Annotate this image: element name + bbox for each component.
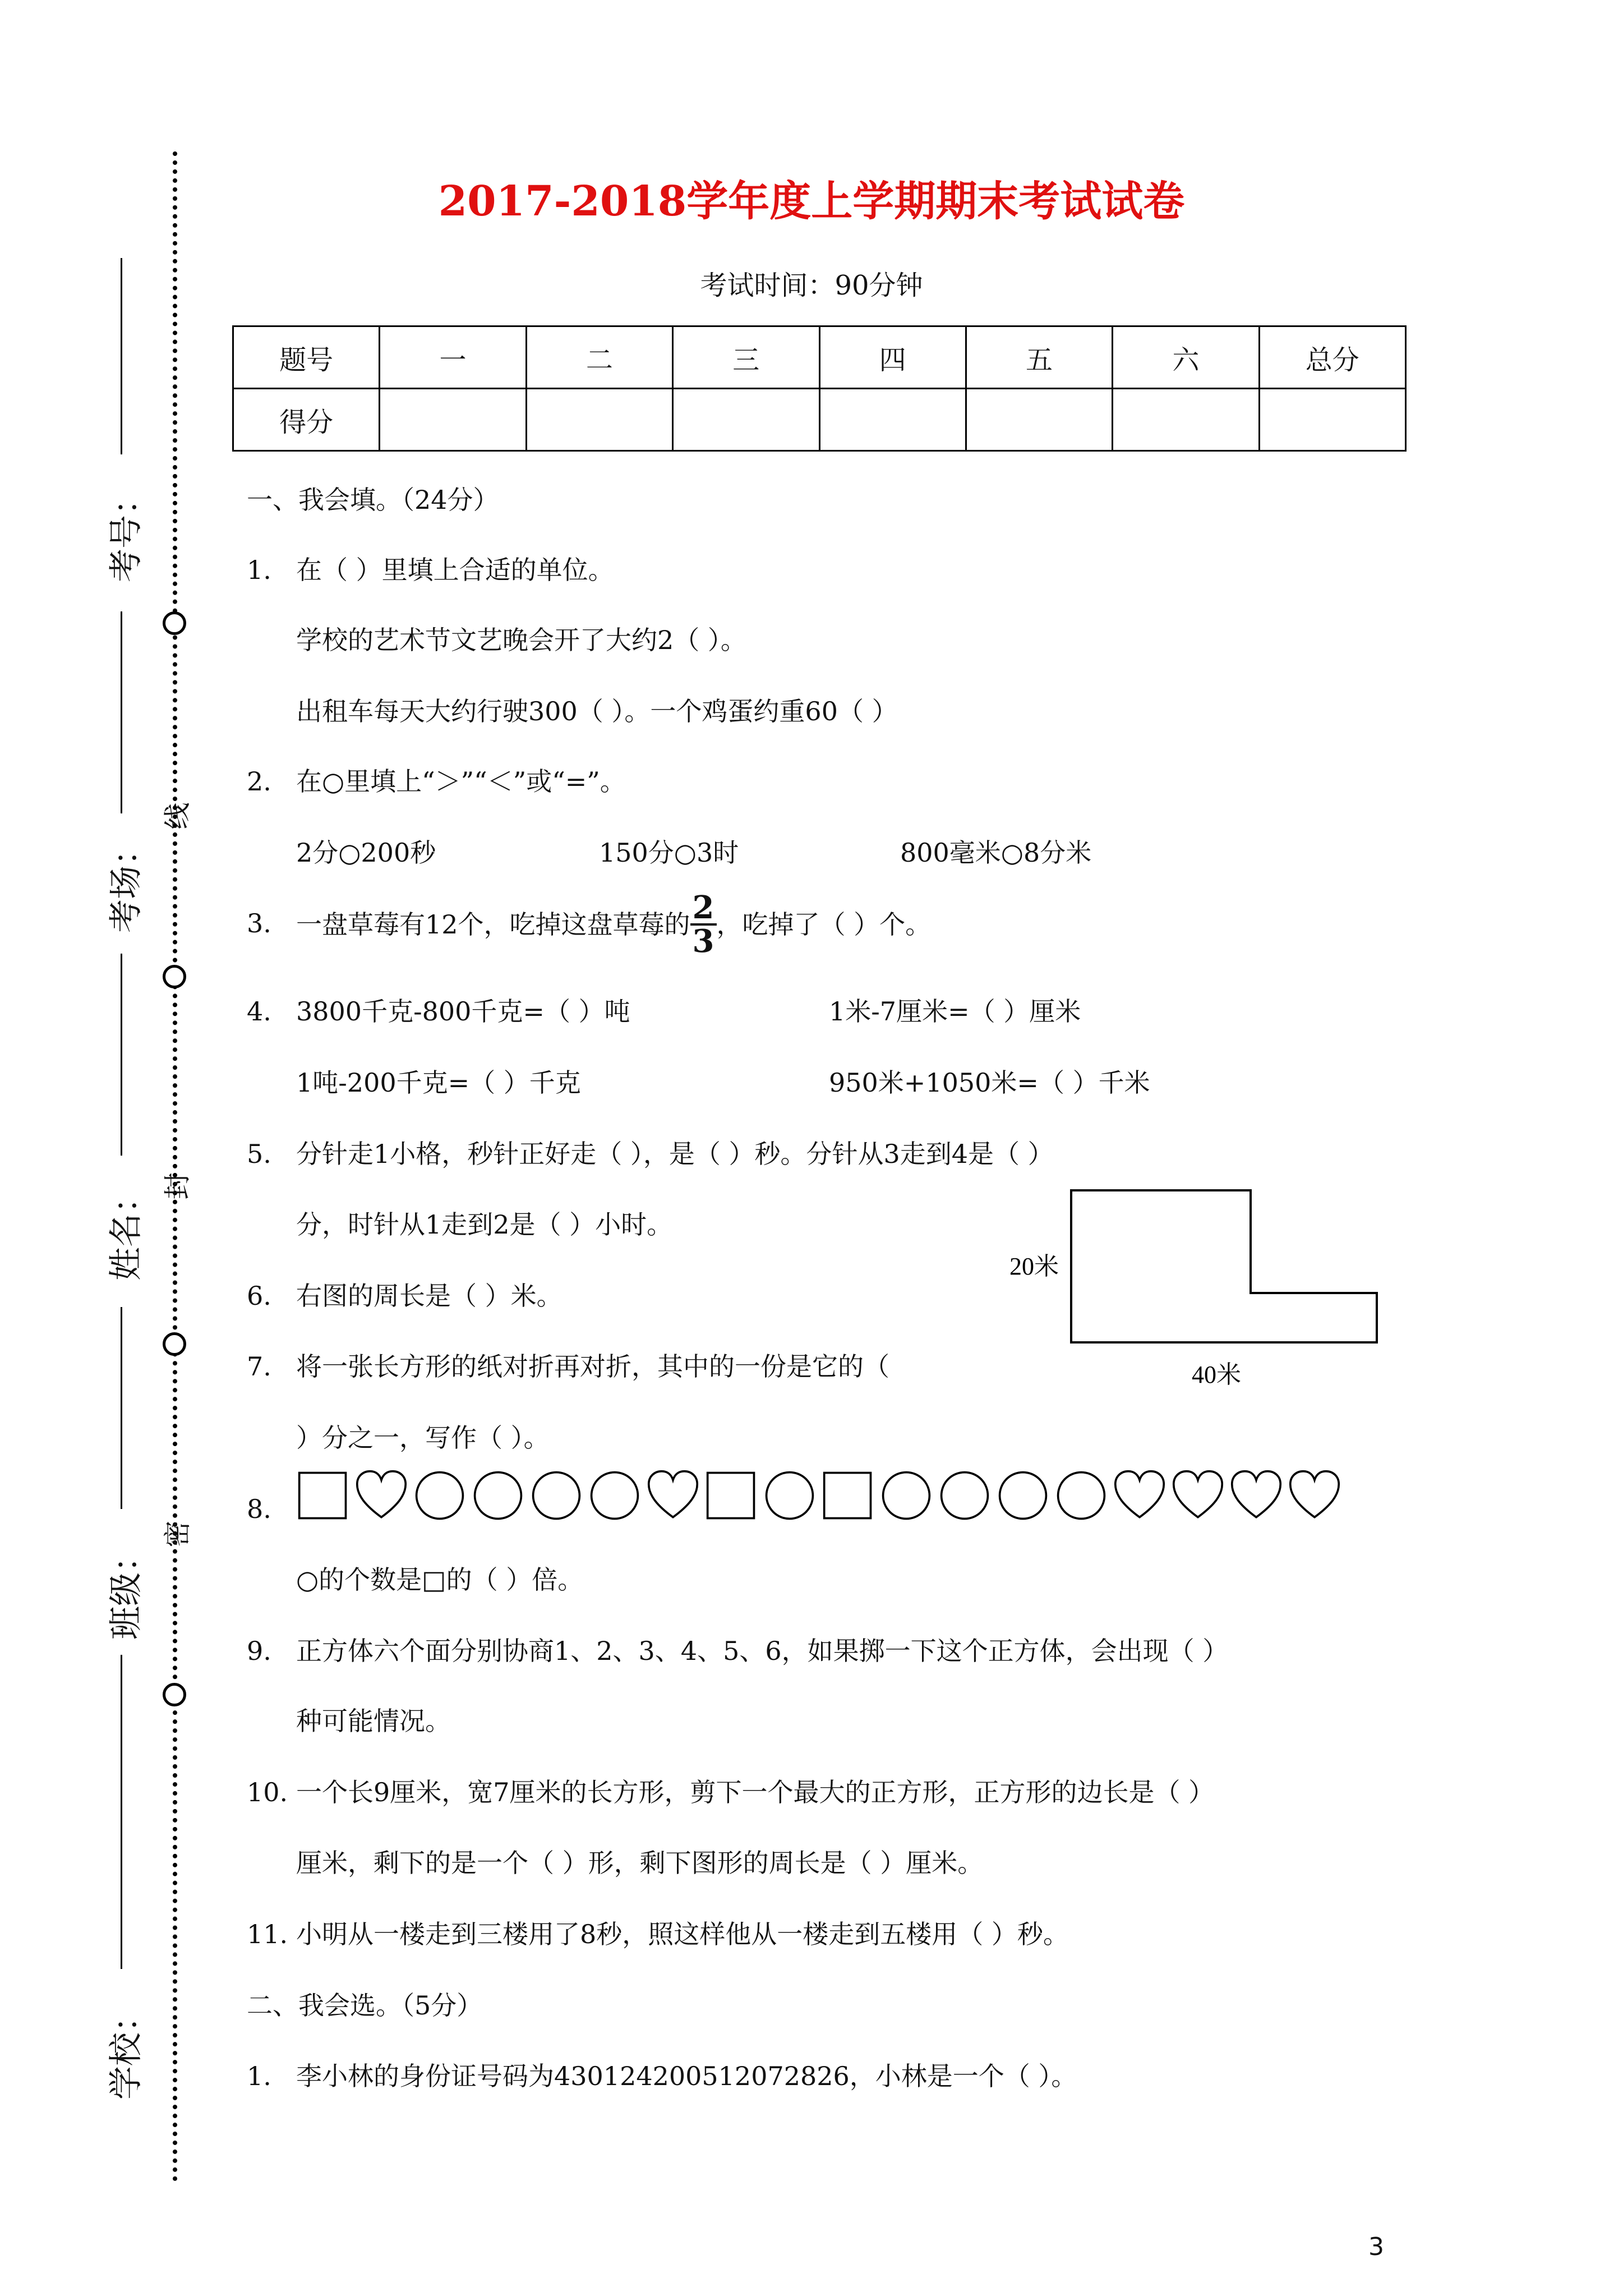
score-input-cell[interactable]: [673, 389, 819, 451]
q9-text: 正方体六个面分别协商1、2、3、4、5、6，如果掷一下这个正方体，会出现（ ）: [296, 1636, 1229, 1666]
score-table-cell: 三: [673, 326, 819, 389]
square-icon: [297, 1470, 349, 1521]
circle-icon: [414, 1470, 465, 1521]
page-number: 3: [1368, 2233, 1384, 2261]
name-field[interactable]: [121, 954, 122, 1156]
q11-text: 小明从一楼走到三楼用了8秒，照这样他从一楼走到五楼用（ ）秒。: [296, 1919, 1069, 1949]
score-table-cell: 题号: [233, 326, 380, 389]
binding-hole: [163, 1683, 186, 1706]
fraction-denominator: 3: [692, 923, 714, 960]
q2-item: 150分○3时: [599, 838, 739, 868]
q4-item: 950米+1050米=（ ）千米: [829, 1068, 1150, 1098]
score-table-header-row: [233, 326, 1406, 389]
square-icon: [822, 1470, 874, 1521]
q10-text: 一个长9厘米，宽7厘米的长方形，剪下一个最大的正方形，正方形的边长是（ ）: [296, 1777, 1215, 1807]
score-table: [232, 325, 1407, 452]
binding-hole: [163, 1332, 186, 1356]
seal-char-xian: 线: [162, 802, 193, 830]
heart-icon: [647, 1470, 699, 1521]
score-table-cell: 一: [380, 326, 526, 389]
q10-line-2: 厘米，剩下的是一个（ ）形，剩下图形的周长是（ ）厘米。: [296, 1848, 984, 1878]
circle-icon: [531, 1470, 582, 1521]
circle-icon: [997, 1470, 1049, 1521]
class-field[interactable]: [121, 1307, 122, 1509]
score-table-cell: 二: [526, 326, 672, 389]
binding-hole: [163, 611, 186, 635]
q2-text: 在○里填上“＞”“＜”或“=”。: [296, 766, 626, 797]
circle-icon: [764, 1470, 815, 1521]
l-shape-figure: [1004, 1184, 1408, 1391]
seal-char-mi: 密: [162, 1520, 193, 1548]
score-table-cell: 五: [966, 326, 1112, 389]
q8-line-2: ○的个数是□的（ ）倍。: [296, 1565, 584, 1595]
square-icon: [706, 1470, 757, 1521]
school-field[interactable]: [121, 1655, 122, 1969]
figure-height-label: 20米: [1009, 1253, 1059, 1280]
q8-number: 8.: [247, 1494, 271, 1524]
score-table-cell: 四: [819, 326, 966, 389]
label-exam-room: 考场：: [107, 832, 146, 933]
s2-q1-text: 李小林的身份证号码为430124200512072826，小林是一个（ ）。: [296, 2061, 1077, 2091]
circle-icon: [880, 1470, 932, 1521]
circle-icon: [472, 1470, 524, 1521]
score-input-cell[interactable]: [526, 389, 672, 451]
q6-number: 6.: [247, 1281, 271, 1311]
q9-number: 9.: [247, 1636, 271, 1666]
q5-line-2: 分，时针从1走到2是（ ）小时。: [296, 1209, 673, 1240]
score-input-cell[interactable]: [380, 389, 526, 451]
label-exam-number: 考号：: [107, 481, 146, 582]
heart-icon: [356, 1470, 407, 1521]
q9-line-2: 种可能情况。: [296, 1706, 451, 1736]
page-title: 2017-2018学年度上学期期末考试试卷: [438, 177, 1185, 226]
q6-text: 右图的周长是（ ）米。: [296, 1281, 562, 1311]
q2-item: 800毫米○8分米: [900, 838, 1092, 868]
q2-item: 2分○200秒: [296, 838, 436, 868]
q4-item: 3800千克-800千克=（ ）吨: [296, 996, 630, 1027]
heart-icon: [1230, 1470, 1282, 1521]
score-row-label: 得分: [233, 389, 380, 451]
q1-number: 1.: [247, 555, 271, 585]
score-table-cell: 六: [1113, 326, 1259, 389]
q7-line-2: ）分之一，写作（ ）。: [296, 1423, 550, 1453]
q3-text: [296, 889, 932, 960]
l-shape-outline: [1071, 1190, 1377, 1342]
label-class: 班级：: [107, 1539, 146, 1640]
score-input-cell[interactable]: [966, 389, 1112, 451]
q4-number: 4.: [247, 996, 271, 1027]
q1-text: 在（ ）里填上合适的单位。: [296, 555, 614, 585]
score-input-cell[interactable]: [1113, 389, 1259, 451]
score-input-cell[interactable]: [1259, 389, 1405, 451]
q1-line-2: 学校的艺术节文艺晚会开了大约2（ ）。: [296, 625, 746, 655]
seal-char-feng: 封: [162, 1172, 193, 1200]
fraction-numerator: 2: [690, 892, 717, 926]
circle-icon: [1055, 1470, 1107, 1521]
exam-room-field[interactable]: [121, 611, 122, 813]
q3-fraction: [690, 889, 717, 960]
score-table-cell: 总分: [1259, 326, 1405, 389]
q7-number: 7.: [247, 1351, 271, 1382]
q4-item: 1吨-200千克=（ ）千克: [296, 1068, 581, 1098]
q3-number: 3.: [247, 908, 271, 938]
q5-number: 5.: [247, 1139, 271, 1169]
q5-text: 分针走1小格，秒针正好走（ ），是（ ）秒。分针从3走到4是（ ）: [296, 1139, 1054, 1169]
heart-icon: [1172, 1470, 1224, 1521]
q1-line-3: 出租车每天大约行驶300（ ）。一个鸡蛋约重60（ ）: [296, 696, 898, 726]
heart-icon: [1289, 1470, 1340, 1521]
label-name: 姓名：: [107, 1180, 146, 1281]
s2-q1-number: 1.: [247, 2061, 271, 2091]
section-2-header: 二、我会选。（5分）: [247, 1990, 483, 2021]
q3-text-post: ，吃掉了（ ）个。: [716, 909, 932, 940]
q7-text: 将一张长方形的纸对折再对折，其中的一份是它的（: [296, 1351, 889, 1382]
heart-icon: [1114, 1470, 1165, 1521]
binding-dotted-line: [173, 151, 177, 2182]
binding-hole: [163, 965, 186, 988]
q2-number: 2.: [247, 766, 271, 797]
q11-number: 11.: [247, 1919, 288, 1949]
section-1-header: 一、我会填。（24分）: [247, 485, 499, 515]
q4-item: 1米-7厘米=（ ）厘米: [829, 996, 1081, 1027]
exam-duration: 考试时间：90分钟: [700, 270, 923, 301]
q3-text-pre: 一盘草莓有12个，吃掉这盘草莓的: [296, 909, 690, 940]
figure-width-label: 40米: [1192, 1361, 1241, 1388]
circle-icon: [939, 1470, 990, 1521]
q10-number: 10.: [247, 1777, 288, 1807]
score-input-cell[interactable]: [819, 389, 966, 451]
label-school: 学校：: [107, 1999, 146, 2100]
score-table-score-row: [233, 389, 1406, 451]
circle-icon: [589, 1470, 640, 1521]
